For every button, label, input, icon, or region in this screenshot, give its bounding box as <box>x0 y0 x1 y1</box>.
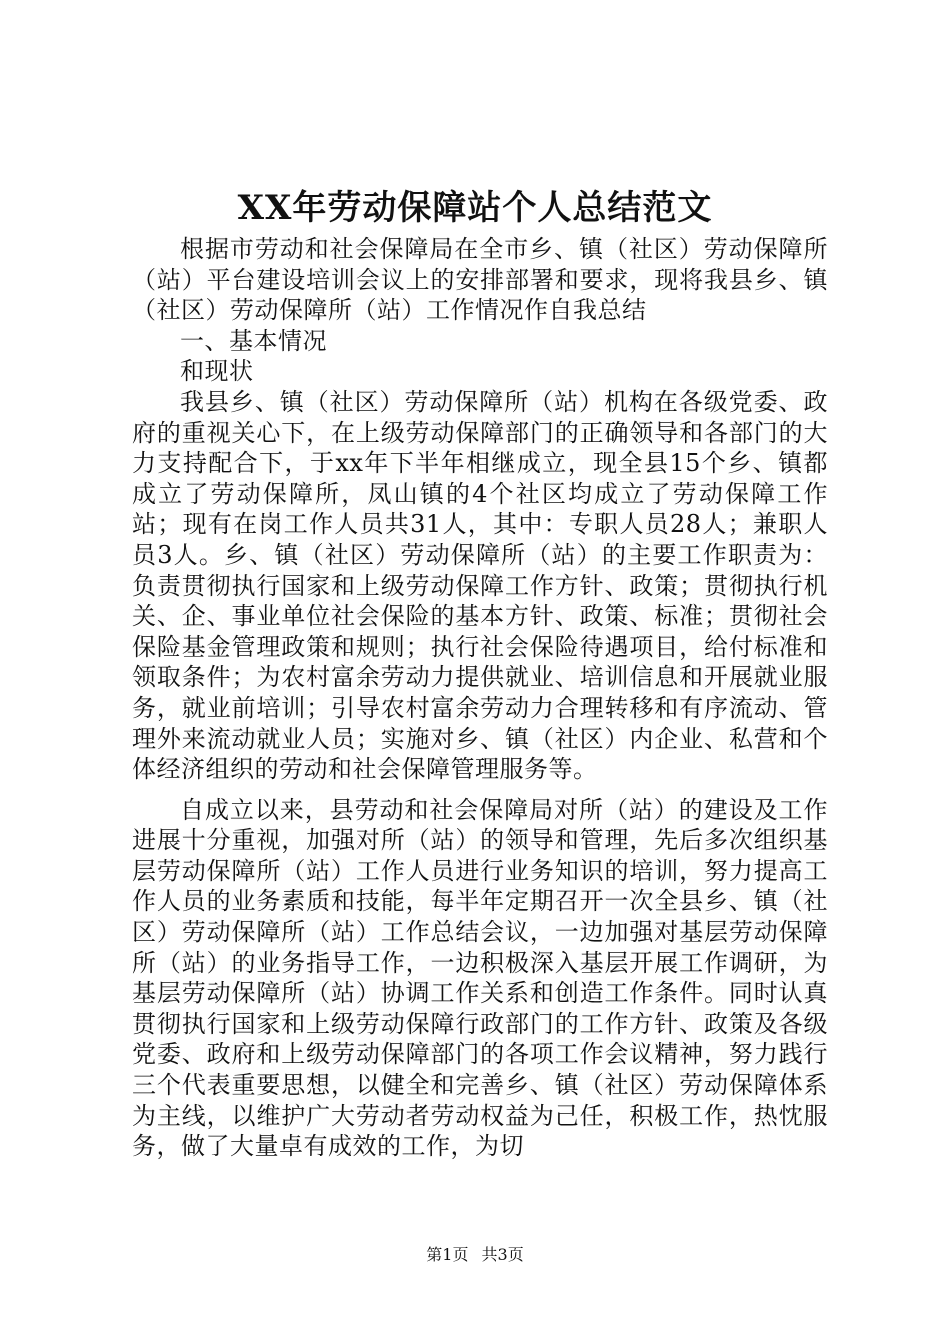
paragraph-since-establishment: 自成立以来，县劳动和社会保障局对所（站）的建设及工作进展十分重视，加强对所（站）的领导和管理，先后多次组织基层劳动保障所（站）工作人员进行业务知识的培训，努力提高工作人员的业务素质和技能，每半年定期召开一次全县乡、镇（社区）劳动保障所（站）工作总结会议，一边加强对基层劳动保障所（站）的业务指导工作，一边积极深入基层开展工作调研，为基层劳动保障所（站）协调工作关系和创造工作条件。同时认真贯彻执行国家和上级劳动保障行政部门的工作方针、政策及各级党委、政府和上级劳动保障部门的各项工作会议精神，努力践行三个代表重要思想，以健全和完善乡、镇（社区）劳动保障体系为主线，以维护广大劳动者劳动权益为己任，积极工作，热忱服务，做了大量卓有成效的工作，为切 <box>132 795 828 1161</box>
paragraph-intro: 根据市劳动和社会保障局在全市乡、镇（社区）劳动保障所（站）平台建设培训会议上的安排部署和要求，现将我县乡、镇（社区）劳动保障所（站）工作情况作自我总结 <box>132 235 828 325</box>
document-title: XX年劳动保障站个人总结范文 <box>237 188 713 228</box>
page-number: 第1页 <box>426 1245 469 1264</box>
page-total: 共3页 <box>481 1245 524 1264</box>
section-heading: 一、基本情况 <box>180 326 327 355</box>
document-body <box>132 234 828 1162</box>
page-footer <box>0 1244 950 1266</box>
paragraph-basic-situation: 我县乡、镇（社区）劳动保障所（站）机构在各级党委、政府的重视关心下，在上级劳动保障部门的正确领导和各部门的大力支持配合下，于xx年下半年相继成立，现全县15个乡、镇都成立了劳动保障所，凤山镇的4个社区均成立了劳动保障工作站；现有在岗工作人员共31人，其中：专职人员28人；兼职人员3人。乡、镇（社区）劳动保障所（站）的主要工作职责为：负责贯彻执行国家和上级劳动保障工作方针、政策；贯彻执行机关、企、事业单位社会保险的基本方针、政策、标准；贯彻社会保险基金管理政策和规则；执行社会保险待遇项目，给付标准和领取条件；为农村富余劳动力提供就业、培训信息和开展就业服务，就业前培训；引导农村富余劳动力合理转移和有序流动、管理外来流动就业人员；实施对乡、镇（社区）内企业、私营和个体经济组织的劳动和社会保障管理服务等。 <box>132 387 828 784</box>
section-heading-continued: 和现状 <box>180 357 254 386</box>
